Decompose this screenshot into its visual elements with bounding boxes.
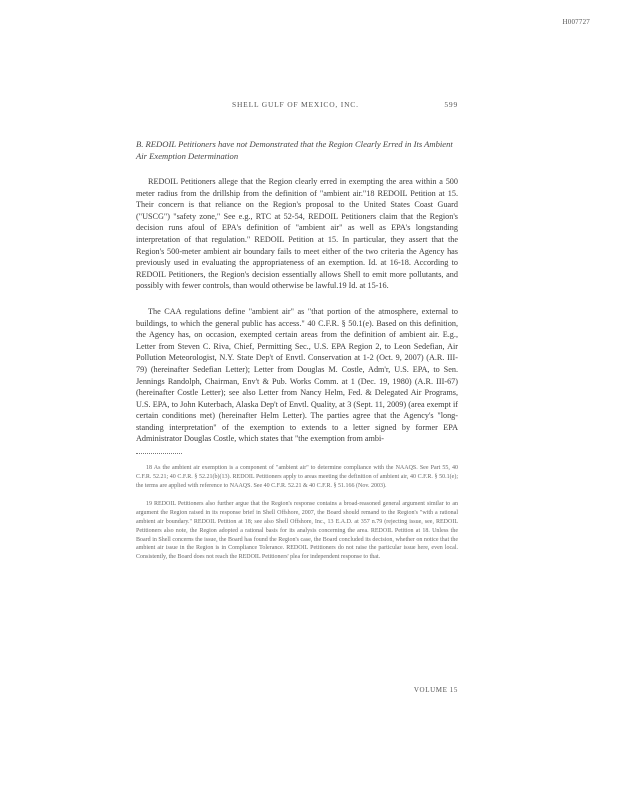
footnote-19: 19 REDOIL Petitioners also further argue that the Region's response contains a broad-reasoned general argument similar to an argument the Region raised in its response brief in Shell Offshore, 2007, the Board should remand to the Region's "with a rational ambient air boundary." REDOIL Petition at 18; see also Shell Offshore, Inc., 13 E.A.D. at 357 n.79 (rejecting issue, see, REDOIL Petitioners also note, the Region adopted a rational basis for its analysis concerning the area. REDOIL Petition at 18. Unless the Board in Shell concerns the issue, the Board has found the Region's case, the Board concluded its decision, whether on notice that the ambient air issue in the Region is in Compliance Tolerance. REDOIL Petitioners do not raise the particular issue here, even local. Consistently, the Board does not reach the REDOIL Petitioners' plea for independent response to that. <box>136 501 458 561</box>
body-paragraph-2: The CAA regulations define "ambient air" as "that portion of the atmosphere, external to buildings, to which the general public has access." 40 C.F.R. § 50.1(e). Based on this definition, the Agency has, on occasion, exempted certain areas from the definition of ambient air. E.g., Letter from Steven C. Riva, Chief, Permitting Sec., U.S. EPA Region 2, to Leon Sedefian, Air Pollution Meteorologist, N.Y. State Dep't of Envtl. Conservation at 1-2 (Oct. 9, 2007) (A.R. III-79) (hereinafter Sedefian Letter); Letter from Douglas M. Costle, Adm'r, U.S. EPA, to Sen. Jennings Randolph, Chairman, Env't & Pub. Works Comm. at 1 (Dec. 19, 1980) (A.R. III-67) (hereinafter Costle Letter); see also Letter from Nancy Helm, Fed. & Delegated Air Programs, U.S. EPA, to John Kuterbach, Alaska Dep't of Envtl. Quality, at 3 (Sept. 11, 2009) (area exempt if certain conditions met) (hereinafter Helm Letter). The parties agree that the Agency's "long-standing interpretation" of the exemption to extends to a letter signed by former EPA Administrator Douglas Costle, which states that "the exemption from ambi- <box>136 306 458 444</box>
section-heading: B. REDOIL Petitioners have not Demonstrated that the Region Clearly Erred in Its Ambient Air Exemption Determination <box>136 139 453 161</box>
page-number: 599 <box>444 100 458 109</box>
document-id: H007727 <box>562 18 590 26</box>
page-body <box>136 100 458 562</box>
running-head <box>136 100 458 112</box>
running-head-title: SHELL GULF OF MEXICO, INC. <box>232 100 359 109</box>
footnote-divider <box>136 453 182 454</box>
footnote-18: 18 As the ambient air exemption is a component of "ambient air" to determine compliance with the NAAQS. See Part 55, 40 C.F.R. 52.21; 40 C.F.R. § 52.21(b)(13). REDOIL Petitioners apply to areas meeting the definition of ambient air, 40 C.F.R. § 50.1(e); the terms are applied with reference to NAAQS. See 40 C.F.R. 52.21 & 40 C.F.R. § 51.166 (Nov. 2003). <box>136 465 458 489</box>
body-paragraph-1: REDOIL Petitioners allege that the Region clearly erred in exempting the area within a 500 meter radius from the drillship from the definition of "ambient air."18 REDOIL Petition at 15. Their concern is that reliance on the Region's proposal to the United States Coast Guard ("USCG") "safety zone," See e.g., RTC at 52-54, REDOIL Petitioners claim that the Region's decision runs afoul of EPA's definition of "ambient air" as well as EPA's longstanding interpretation of that regulation." REDOIL Petition at 15. In particular, they assert that the Region's 500-meter ambient air boundary fails to meet either of the two criteria the Agency has previously used in evaluating the appropriateness of an exemption. Id. at 16-18. According to REDOIL Petitioners, the Region's decision essentially allows Shell to emit more pollutants, and possibly with fewer controls, than would otherwise be lawful.19 Id. at 15-16. <box>136 177 458 291</box>
volume-footer: VOLUME 15 <box>413 686 458 694</box>
